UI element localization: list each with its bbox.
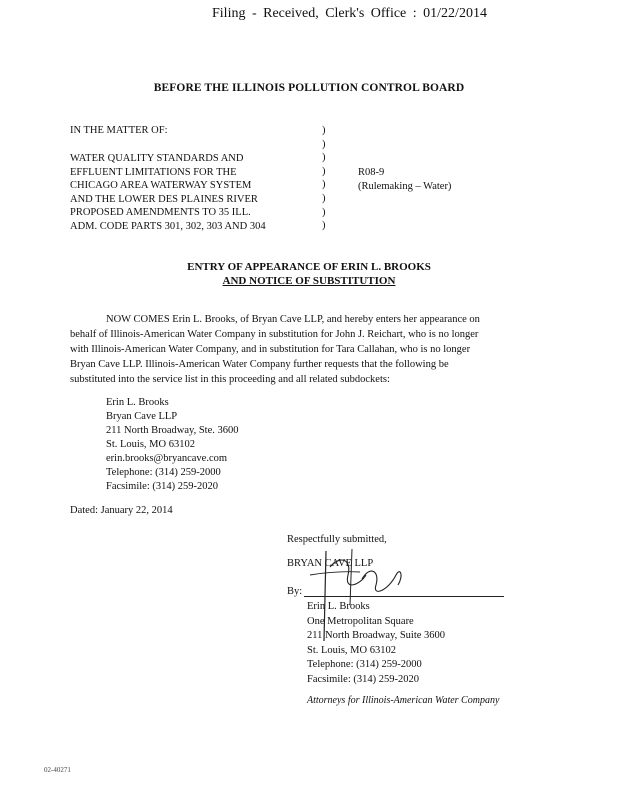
- entry-heading-line2: AND NOTICE OF SUBSTITUTION: [222, 275, 396, 287]
- body-line: behalf of Illinois-American Water Company in substitution for John J. Reichart, who is no longer: [70, 329, 479, 340]
- dated-line: Dated: January 22, 2014: [70, 505, 173, 516]
- filing-stamp: Filing - Received, Clerk's Office : 01/22/2014: [212, 6, 487, 21]
- signature-line-text: 211 North Broadway, Suite 3600: [307, 630, 446, 641]
- signature-line-text: St. Louis, MO 63102: [307, 644, 396, 656]
- paren: ): [322, 125, 326, 136]
- caption-line: ADM. CODE PARTS 301, 302, 303 AND 304: [70, 220, 266, 232]
- service-address: [106, 396, 239, 494]
- signature-line-text: Facsimile: (314) 259-2020: [307, 673, 419, 685]
- body-paragraph: [70, 312, 548, 387]
- caption-matter: IN THE MATTER OF:: [70, 125, 168, 136]
- address-line: St. Louis, MO 63102: [106, 439, 195, 450]
- paren: ): [322, 192, 326, 204]
- caption-line: PROPOSED AMENDMENTS TO 35 ILL.: [70, 207, 251, 218]
- attorney-role: Attorneys for Illinois-American Water Company: [307, 695, 500, 706]
- address-line: Telephone: (314) 259-2000: [106, 467, 221, 478]
- board-heading: BEFORE THE ILLINOIS POLLUTION CONTROL BOARD: [153, 82, 465, 94]
- paren: ): [322, 179, 326, 191]
- caption-parens: [322, 124, 326, 233]
- paren: ): [322, 220, 326, 232]
- caption-line: EFFLUENT LIMITATIONS FOR THE: [70, 166, 237, 178]
- paren: ): [322, 152, 326, 164]
- address-line: Erin L. Brooks: [106, 397, 169, 408]
- entry-heading-line1: ENTRY OF APPEARANCE OF ERIN L. BROOKS: [187, 261, 431, 273]
- caption-line: CHICAGO AREA WATERWAY SYSTEM: [70, 180, 252, 191]
- caption-line: AND THE LOWER DES PLAINES RIVER: [70, 193, 258, 205]
- docket-number: R08-9: [358, 167, 385, 178]
- signature-line-text: Erin L. Brooks: [307, 601, 370, 612]
- signature-line-text: One Metropolitan Square: [307, 615, 414, 627]
- paren: ): [322, 165, 326, 177]
- caption-line: WATER QUALITY STANDARDS AND: [70, 153, 244, 164]
- signature-block: [307, 600, 445, 687]
- address-line: Bryan Cave LLP: [106, 411, 178, 422]
- respectfully-submitted: Respectfully submitted,: [287, 534, 387, 545]
- caption-title: [70, 152, 266, 233]
- docket: [358, 166, 451, 193]
- firm-name: BRYAN CAVE LLP: [287, 558, 374, 569]
- paren: ): [322, 206, 326, 218]
- document-id: 02-40271: [44, 766, 71, 774]
- email-link[interactable]: erin.brooks@bryancave.com: [106, 453, 228, 464]
- by-label: By:: [287, 586, 303, 597]
- body-line: substituted into the service list in this proceeding and all related subdockets:: [70, 374, 390, 385]
- address-line: 211 North Broadway, Ste. 3600: [106, 425, 239, 436]
- address-line: Facsimile: (314) 259-2020: [106, 481, 218, 492]
- body-line: with Illinois-American Water Company, and in substitution for Tara Callahan, who is no longer: [70, 344, 471, 355]
- body-line: Bryan Cave LLP. Illinois-American Water Company further requests that the following be: [70, 359, 449, 370]
- paren: ): [322, 138, 326, 150]
- docket-type: (Rulemaking – Water): [358, 180, 452, 192]
- entry-heading: [0, 260, 618, 288]
- signature-line-text: Telephone: (314) 259-2000: [307, 659, 422, 670]
- body-line: NOW COMES Erin L. Brooks, of Bryan Cave LLP, and hereby enters her appearance on: [106, 314, 480, 325]
